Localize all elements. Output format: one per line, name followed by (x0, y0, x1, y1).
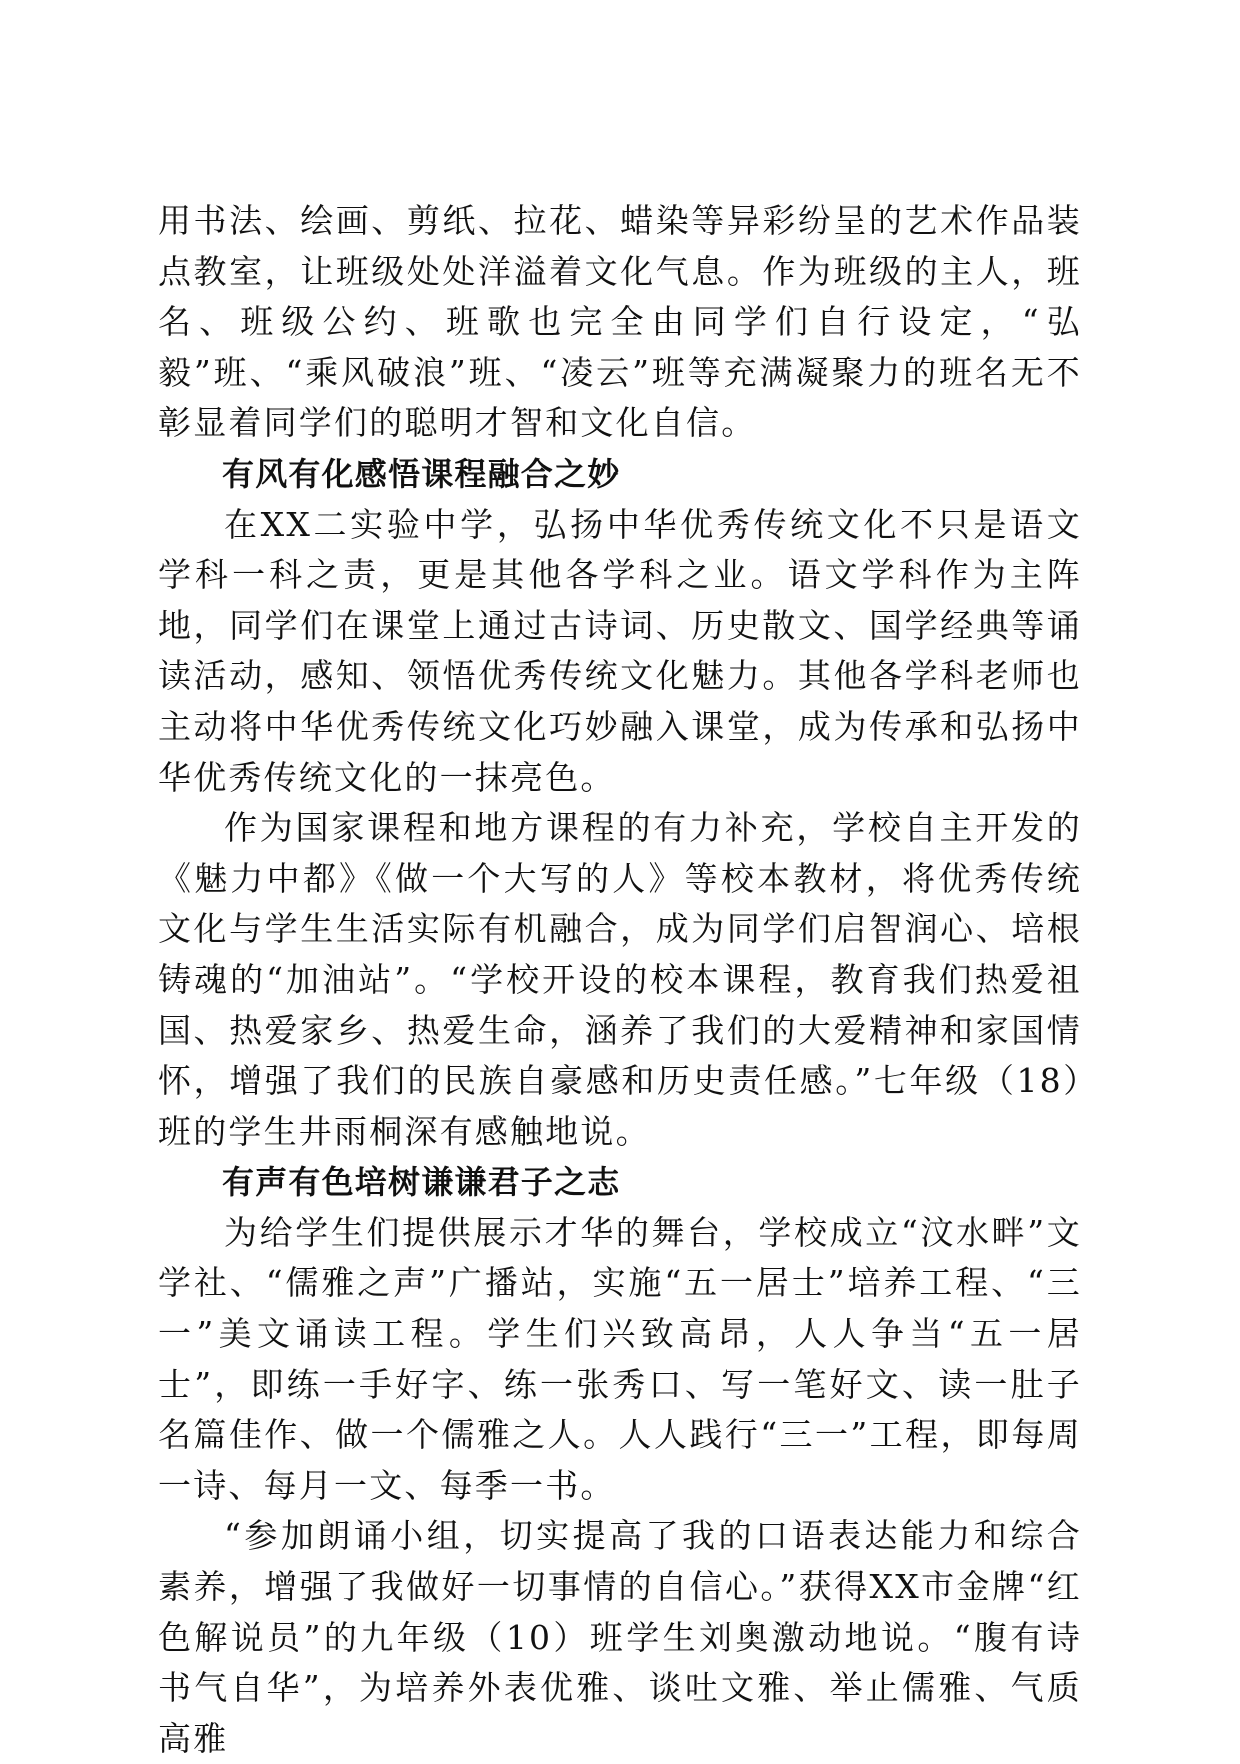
paragraph-class-culture: 用书法、绘画、剪纸、拉花、蜡染等异彩纷呈的艺术作品装点教室，让班级处处洋溢着文化气息。作为班级的主人，班名、班级公约、班歌也完全由同学们自行设定，“弘毅”班、“乘风破浪”班、“凌云”班等充满凝聚力的班名无不彰显着同学们的聪明才智和文化自信。 (158, 201, 1082, 443)
document-body (158, 196, 1082, 1764)
paragraph-literary-club: 为给学生们提供展示才华的舞台，学校成立“汶水畔”文学社、“儒雅之声”广播站，实施“五一居士”培养工程、“三一”美文诵读工程。学生们兴致高昂，人人争当“五一居士”，即练一手好字、练一张秀口、写一笔好文、读一肚子名篇佳作、做一个儒雅之人。人人践行“三一”工程，即每周一诗、每月一文、每季一书。 (158, 1212, 1082, 1505)
section-heading-curriculum: 有风有化感悟课程融合之妙 (222, 454, 621, 493)
paragraph-school-textbooks: 作为国家课程和地方课程的有力补充，学校自主开发的《魅力中都》《做一个大写的人》等校本教材，将优秀传统文化与学生生活实际有机融合，成为同学们启智润心、培根铸魂的“加油站”。“学校开设的校本课程，教育我们热爱祖国、热爱家乡、热爱生命，涵养了我们的大爱精神和家国情怀，增强了我们的民族自豪感和历史责任感。”七年级（18）班的学生井雨桐深有感触地说。 (158, 808, 1082, 1151)
section-heading-gentleman: 有声有色培树谦谦君子之志 (222, 1163, 621, 1202)
paragraph-subject-integration: 在XX二实验中学，弘扬中华优秀传统文化不只是语文学科一科之责，更是其他各学科之业。语文学科作为主阵地，同学们在课堂上通过古诗词、历史散文、国学经典等诵读活动，感知、领悟优秀传统文化魅力。其他各学科老师也主动将中华优秀传统文化巧妙融入课堂，成为传承和弘扬中华优秀传统文化的一抹亮色。 (158, 504, 1082, 797)
paragraph-recitation-group: “参加朗诵小组，切实提高了我的口语表达能力和综合素养，增强了我做好一切事情的自信心。”获得XX市金牌“红色解说员”的九年级（10）班学生刘奥激动地说。“腹有诗书气自华”，为培养外表优雅、谈吐文雅、举止儒雅、气质高雅 (158, 1516, 1082, 1758)
